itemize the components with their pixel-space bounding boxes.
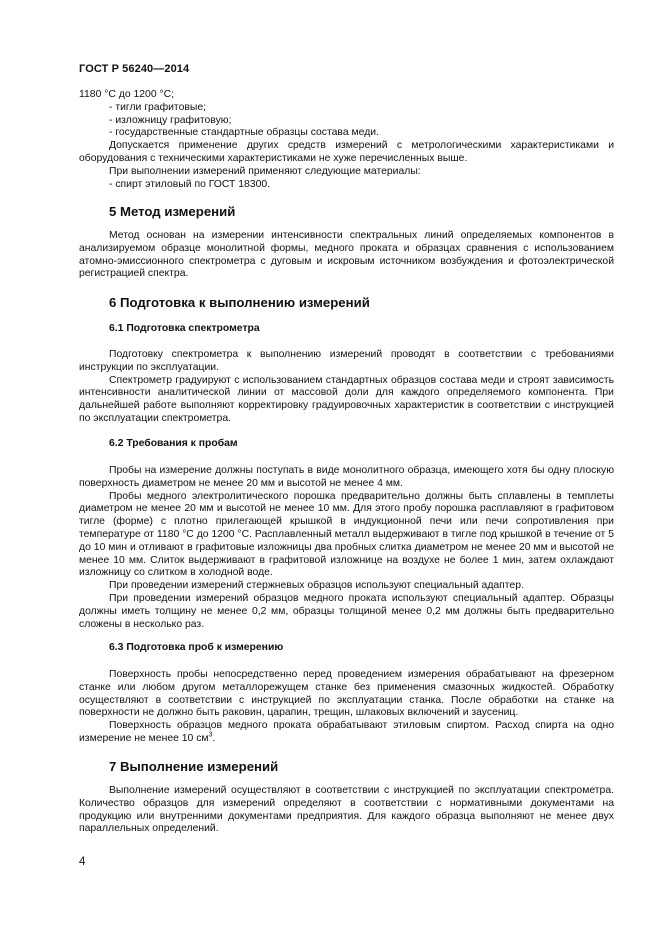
- paragraph: Допускается применение других средств измерений с метрологическими характеристиками и оборудования с техническими характеристиками не хуже перечисленных выше.: [79, 140, 614, 164]
- section-7: [79, 759, 614, 775]
- subsection-6-3: [79, 642, 614, 655]
- subsection-6-1: [79, 323, 614, 336]
- paragraph: Поверхность пробы непосредственно перед проведением измерения обрабатывают на фрезерном станке или любом другом металлорежущем станке без применения смазочных жидкостей. Обработку осуществляют в соответствии с инструкцией по эксплуатации станка. После обработки на станке на поверхности не должно быть раковин, царапин, трещин, шлаковых включений и заусениц.: [79, 669, 614, 719]
- temperature-range-text: 1180 °C до 1200 °C;: [79, 89, 175, 100]
- paragraph: При проведении измерений стержневых образцов используют специальный адаптер.: [109, 580, 524, 592]
- list-item: - тигли графитовые;: [109, 101, 207, 113]
- subsection-heading: 6.3 Подготовка проб к измерению: [109, 642, 284, 653]
- subsection-heading: 6.1 Подготовка спектрометра: [109, 323, 260, 334]
- section-6: [79, 295, 614, 311]
- subsection-6-3-body: [79, 669, 614, 746]
- paragraph: При выполнении измерений применяют следующие материалы:: [109, 165, 421, 177]
- superscript: 3: [208, 731, 213, 739]
- subsection-6-2: [79, 438, 614, 451]
- subsection-6-2-body: [79, 465, 614, 631]
- subsection-6-1-body: [79, 349, 614, 426]
- paragraph: Подготовку спектрометра к выполнению измерений проводят в соответствии с требованиями инструкции по эксплуатации.: [79, 349, 614, 373]
- section-7-body: [79, 785, 614, 836]
- paragraph: Спектрометр градуируют с использованием стандартных образцов состава меди и строят зависимость интенсивности аналитической линии от массовой доли для каждого определяемого компонента. При дальнейшей работе выполняют корректировку градуировочных характеристик в соответствии с инструкцией по эксплуатации спектрометра.: [79, 374, 614, 424]
- section-heading: 7 Выполнение измерений: [109, 759, 279, 774]
- paragraph: Метод основан на измерении интенсивности спектральных линий определяемых компонентов в анализируемом образце монолитной формы, медного проката и образцах сравнения с использованием атомно-эмиссионного спектрометра с дуговым и искровым источником возбуждения и фотоэлектрической регистрацией спектра.: [79, 230, 614, 280]
- paragraph: Пробы медного электролитического порошка предварительно должны быть сплавлены в темплеты диаметром не менее 20 мм и высотой не менее 10 мм. Для этого пробу порошка расплавляют в графитовом тигле (форме) с плотно прилегающей крышкой в индукционной печи или печи сопротивления при температуре от 1180 °C до 1200 °C. Расплавленный металл выдерживают в тигле под крышкой в течение от 5 до 10 мин и отливают в графитовые изложницы два пробных слитка диаметром не менее 20 мм и высотой не менее 10 мм. Слиток выдерживают в графитовой изложнице на воздухе не более 1 мин, затем охлаждают изложницу со слитком в холодной воде.: [79, 490, 614, 579]
- section-heading: 6 Подготовка к выполнению измерений: [109, 295, 370, 310]
- list-item: - изложницу графитовую;: [109, 114, 232, 126]
- document-header: ГОСТ Р 56240—2014: [79, 63, 190, 75]
- list-item: - спирт этиловый по ГОСТ 18300.: [109, 178, 271, 190]
- section-5-body: [79, 230, 614, 281]
- list-item: - государственные стандартные образцы состава меди.: [109, 127, 379, 139]
- paragraph: При проведении измерений образцов медного проката используют специальный адаптер. Образцы должны иметь толщину не менее 0,2 мм, образцы толщиной менее 0,2 мм должны быть предварительно сложены в несколько раз.: [79, 592, 614, 630]
- paragraph-end: .: [212, 732, 216, 744]
- section-heading: 5 Метод измерений: [109, 204, 236, 219]
- paragraph: [79, 720, 614, 746]
- subsection-heading: 6.2 Требования к пробам: [109, 438, 238, 449]
- paragraph-text: Поверхность образцов медного проката обрабатывают этиловым спиртом. Расход спирта на одно измерение не менее 10 см: [79, 720, 614, 744]
- section-5: [79, 204, 614, 220]
- paragraph: Выполнение измерений осуществляют в соответствии с инструкцией по эксплуатации спектрометра. Количество образцов для измерений определяют в соответствии с нормативными документами на продукцию или внутренними документами предприятия. Для каждого образца выполняют не менее двух параллельных определений.: [79, 785, 614, 835]
- intro-block: [79, 89, 614, 191]
- paragraph: Пробы на измерение должны поступать в виде монолитного образца, имеющего хотя бы одну плоскую поверхность диаметром не менее 20 мм и высотой не менее 4 мм.: [79, 465, 614, 489]
- page-number: 4: [79, 856, 86, 868]
